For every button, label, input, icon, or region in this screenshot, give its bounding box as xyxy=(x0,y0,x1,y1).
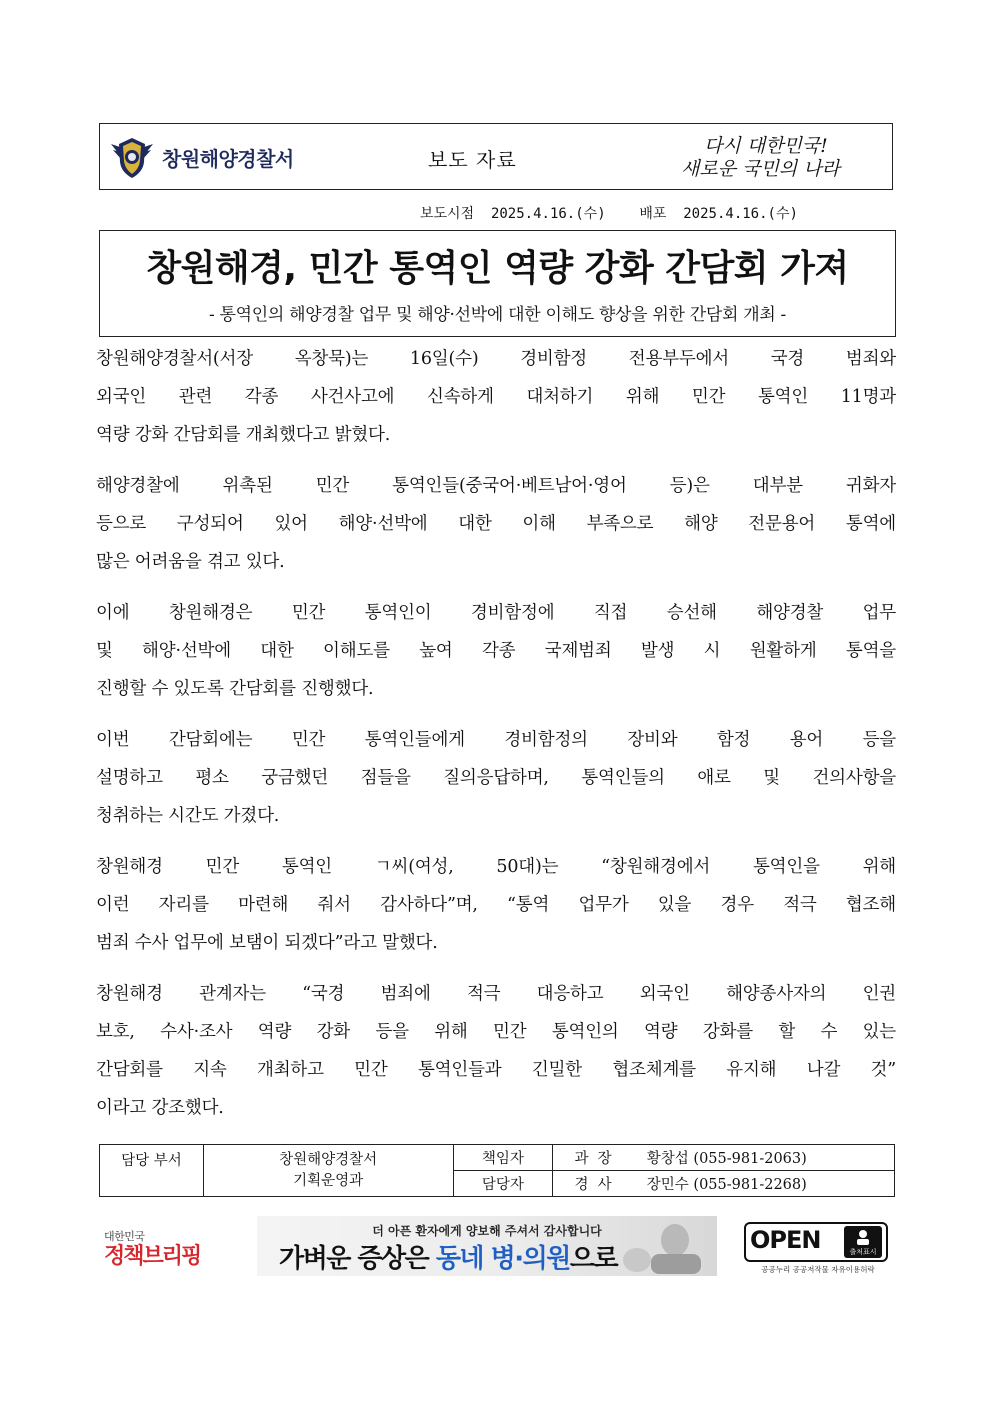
paragraph-2 xyxy=(96,467,896,581)
policy-briefing-logo xyxy=(104,1228,214,1278)
brief-small-text: 대한민국 xyxy=(104,1230,145,1243)
banner-top-text: 더 아픈 환자에게 양보해 주셔서 감사합니다 xyxy=(372,1224,602,1238)
brief-big-text: 정책브리핑 xyxy=(104,1244,201,1269)
paragraph-line: 이라고 강조했다. xyxy=(96,1098,224,1118)
health-banner[interactable] xyxy=(257,1216,717,1276)
paragraph-line: 창원해경 민간 통역인 ㄱ씨(여성, 50대)는 “창원해경에서 통역인을 위해 xyxy=(96,857,896,877)
paragraph-line: 이런 자리를 마련해 줘서 감사하다”며, “통역 업무가 있을 경우 적극 협조해 xyxy=(96,895,896,915)
paragraph-3 xyxy=(96,594,896,708)
slogan-line-2: 새로운 국민의 나라 xyxy=(681,158,840,180)
contact-person: 장민수 (055-981-2268) xyxy=(633,1171,895,1197)
table-row xyxy=(100,1145,895,1171)
banner-main-part-a: 가벼운 증상은 xyxy=(279,1244,436,1274)
paragraph-1 xyxy=(96,340,896,454)
paragraph-line: 많은 어려움을 겪고 있다. xyxy=(96,552,285,572)
banner-main-part-c: 으로 xyxy=(569,1244,618,1274)
sub-title: - 통역인의 해양경찰 업무 및 해양·선박에 대한 이해도 향상을 위한 간담회 개최 - xyxy=(208,305,787,325)
open-caption: 공공누리 공공저작물 자유이용허락 xyxy=(761,1265,875,1274)
paragraph-5 xyxy=(96,848,896,962)
main-title: 창원해경, 민간 통역인 역량 강화 간담회 가져 xyxy=(146,248,849,289)
open-badge-box xyxy=(844,1226,882,1258)
paragraph-line: 이에 창원해경은 민간 통역인이 경비함정에 직접 승선해 해양경찰 업무 xyxy=(96,603,896,623)
paragraph-line: 등으로 구성되어 있어 해양·선박에 대한 이해 부족으로 해양 전문용어 통역에 xyxy=(96,514,896,534)
slogan-line-1: 다시 대한민국! xyxy=(704,135,828,157)
coast-guard-emblem-icon xyxy=(109,134,155,180)
contact-role: 책임자 xyxy=(453,1145,553,1171)
dept-name xyxy=(203,1145,453,1197)
paragraph-line: 청취하는 시간도 가졌다. xyxy=(96,806,280,826)
dept-name-line-1: 창원해양경찰서 xyxy=(279,1151,378,1168)
paragraph-line: 이번 간담회에는 민간 통역인들에게 경비함정의 장비와 함정 용어 등을 xyxy=(96,730,896,750)
doc-type-label: 보도 자료 xyxy=(428,148,517,172)
dept-label: 담당 부서 xyxy=(100,1145,204,1197)
person-icon xyxy=(855,1229,871,1245)
paragraph-line: 해양경찰에 위촉된 민간 통역인들(중국어·베트남어·영어 등)은 대부분 귀화자 xyxy=(96,476,896,496)
contact-title: 과 장 xyxy=(553,1145,633,1171)
contact-person: 황창섭 (055-981-2063) xyxy=(633,1145,895,1171)
paragraph-line: 창원해양경찰서(서장 옥창묵)는 16일(수) 경비함정 전용부두에서 국경 범죄와 xyxy=(96,349,896,369)
paragraph-6 xyxy=(96,975,896,1127)
paragraph-line: 역량 강화 간담회를 개최했다고 밝혔다. xyxy=(96,425,391,445)
banner-main-text xyxy=(279,1238,617,1275)
slogan-calligraphy xyxy=(676,128,866,186)
paragraph-4 xyxy=(96,721,896,835)
org-name: 창원해양경찰서 xyxy=(162,147,294,171)
contact-table xyxy=(99,1144,895,1197)
open-mark-text: OPEN xyxy=(750,1226,821,1254)
banner-main-part-b: 동네 병·의원 xyxy=(435,1244,570,1274)
paragraph-line: 보호, 수사·조사 역량 강화 등을 위해 민간 통역인의 역량 강화를 할 수 있는 xyxy=(96,1022,896,1042)
contact-title: 경 사 xyxy=(553,1171,633,1197)
dept-name-line-2: 기획운영과 xyxy=(293,1172,364,1189)
paragraph-line: 범죄 수사 업무에 보탬이 되겠다”라고 말했다. xyxy=(96,933,438,953)
paragraph-line: 창원해경 관계자는 “국경 범죄에 적극 대응하고 외국인 해양종사자의 인권 xyxy=(96,984,896,1004)
kogl-open-mark xyxy=(744,1222,888,1274)
paragraph-line: 및 해양·선박에 대한 이해도를 높여 각종 국제범죄 발생 시 원활하게 통역을 xyxy=(96,641,896,661)
paragraph-line: 진행할 수 있도록 간담회를 진행했다. xyxy=(96,679,374,699)
release-date-line: 보도시점 2025.4.16.(수) 배포 2025.4.16.(수) xyxy=(420,206,798,222)
open-badge-text: 출처표시 xyxy=(849,1248,877,1256)
paragraph-line: 외국인 관련 각종 사건사고에 신속하게 대처하기 위해 민간 통역인 11명과 xyxy=(96,387,896,407)
paragraph-line: 간담회를 지속 개최하고 민간 통역인들과 긴밀한 협조체계를 유지해 나갈 것” xyxy=(96,1060,896,1080)
contact-role: 담당자 xyxy=(453,1171,553,1197)
paragraph-line: 설명하고 평소 궁금했던 점들을 질의응답하며, 통역인들의 애로 및 건의사항을 xyxy=(96,768,896,788)
